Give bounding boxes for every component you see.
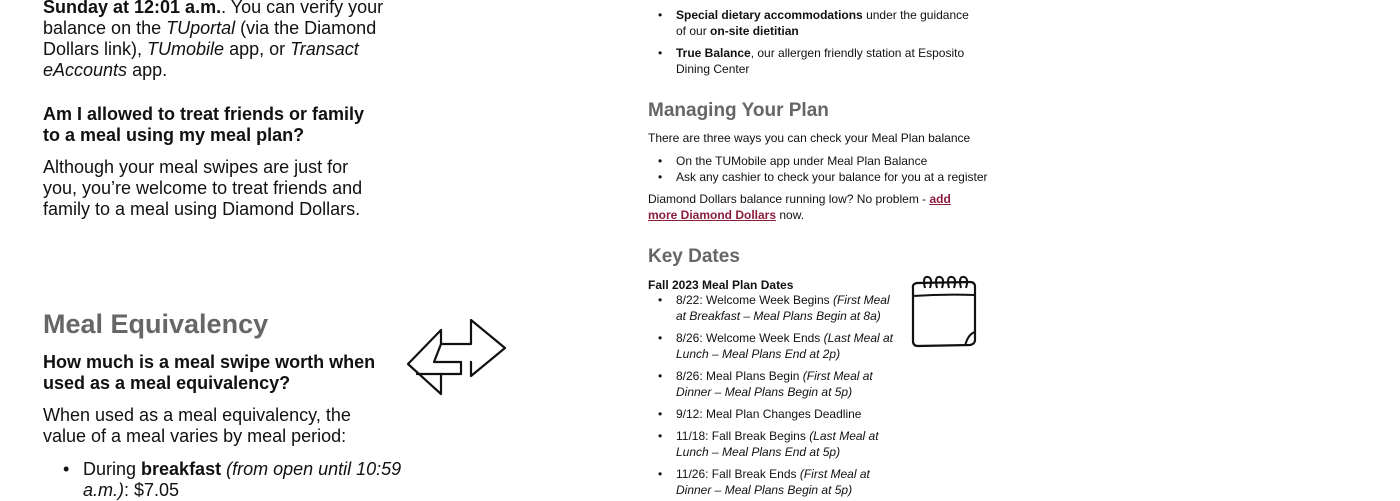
date-note: (First Meal at Dinner – Meal Plans Begin at 5p) xyxy=(676,369,873,399)
date-text: 11/26: Fall Break Ends xyxy=(676,467,800,481)
meal-equivalency-title: Meal Equivalency xyxy=(43,309,269,339)
date-text: 8/26: Welcome Week Ends xyxy=(676,331,824,345)
list-item: • On the TUMobile app under Meal Plan Balance xyxy=(648,153,988,169)
managing-plan-title: Managing Your Plan xyxy=(648,100,829,121)
tuportal-text: TUportal xyxy=(166,18,236,38)
intro-bold: Sunday at 12:01 a.m. xyxy=(43,0,222,17)
diet-bold: Special dietary accommodations xyxy=(676,8,863,22)
low-balance-text xyxy=(648,191,978,223)
date-note: (First Meal at Breakfast – Meal Plans Begin at 8a) xyxy=(676,293,890,323)
list-item xyxy=(648,330,900,362)
key-dates-title: Key Dates xyxy=(648,246,740,267)
diet-text: under the guidance of our xyxy=(676,8,969,38)
calendar-icon xyxy=(908,274,980,348)
tumobile-text: TUmobile xyxy=(147,39,225,59)
breakfast-bold: breakfast xyxy=(141,459,222,479)
breakfast-price: : $7.05 xyxy=(124,480,180,500)
arrows-swap-icon xyxy=(405,318,507,396)
date-note: (First Meal at Dinner – Meal Plans Begin at 5p) xyxy=(676,467,870,497)
date-text: 8/26: Meal Plans Begin xyxy=(676,369,803,383)
list-item xyxy=(648,45,978,77)
date-note: (Last Meal at Lunch – Meal Plans End at 5p) xyxy=(676,429,879,459)
dates-subtitle: Fall 2023 Meal Plan Dates xyxy=(648,278,794,292)
manage-list xyxy=(648,153,988,185)
date-text: 9/12: Meal Plan Changes Deadline xyxy=(676,407,862,421)
intro-text-2: (via the Diamond Dollars link), xyxy=(43,18,377,59)
list-item xyxy=(648,7,978,39)
diet-list xyxy=(648,7,978,77)
list-item: • Ask any cashier to check your balance for you at a register xyxy=(648,169,988,185)
low-balance-after: now. xyxy=(776,208,805,222)
true-balance-text: , our allergen friendly station at Esposito Dining Center xyxy=(676,46,965,76)
intro-paragraph xyxy=(43,0,403,81)
breakfast-hours: (from open until 10:59 a.m.) xyxy=(83,459,402,500)
list-item xyxy=(648,466,900,498)
dietitian-bold: on-site dietitian xyxy=(710,24,799,38)
friends-question: Am I allowed to treat friends or family to a meal using my meal plan? xyxy=(43,104,365,145)
breakfast-item xyxy=(43,459,413,501)
date-note: (Last Meal at Lunch – Meal Plans End at 2p) xyxy=(676,331,894,361)
manage-intro: There are three ways you can check your Meal Plan balance xyxy=(648,131,971,145)
date-text: 8/22: Welcome Week Begins xyxy=(676,293,833,307)
eaccounts-text: Transact eAccounts xyxy=(43,39,359,80)
intro-text-4: app. xyxy=(127,60,168,80)
list-item xyxy=(648,292,900,324)
equivalency-question: How much is a meal swipe worth when used as a meal equivalency? xyxy=(43,352,376,393)
friends-answer: Although your meal swipes are just for you, you’re welcome to treat friends and family to a meal using Diamond Dollars. xyxy=(43,157,363,219)
true-balance-bold: True Balance xyxy=(676,46,751,60)
intro-text-3: app, or xyxy=(224,39,291,59)
list-item xyxy=(648,368,900,400)
add-diamond-dollars-link[interactable]: add more Diamond Dollars xyxy=(648,192,951,222)
date-text: 11/18: Fall Break Begins xyxy=(676,429,810,443)
list-item xyxy=(648,406,900,422)
equivalency-answer: When used as a meal equivalency, the value of a meal varies by meal period: xyxy=(43,405,351,446)
breakfast-pre: During xyxy=(83,459,142,479)
dates-list xyxy=(648,292,900,498)
list-item xyxy=(648,428,900,460)
intro-text-1: . You can verify your balance on the xyxy=(43,0,384,38)
low-balance-lead: Diamond Dollars balance running low? No problem - xyxy=(648,192,930,206)
